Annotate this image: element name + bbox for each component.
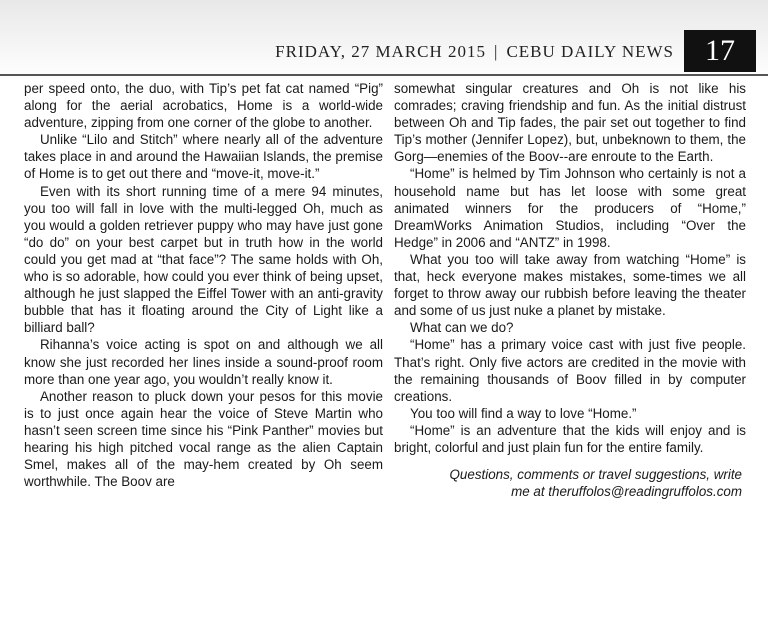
article-column-left xyxy=(24,80,383,490)
header-rule xyxy=(0,74,768,76)
paragraph: Even with its short running time of a mere 94 minutes, you too will fall in love with the multi-legged Oh, much as you would a golden retriever puppy who may have just gone “do do” on your best carpet but in truth how in the world could you get mad at “that face”? The same holds with Oh, who is so adorable, how could you ever think of being upset, although he just slapped the Eiffel Tower with an anti-gravity bubble that has it floating around the City of Light like a billiard ball? xyxy=(24,183,383,336)
paragraph: Rihanna’s voice acting is spot on and although we all know she just recorded her lines inside a sound-proof room more than one year ago, you wouldn’t really know it. xyxy=(24,337,383,387)
signoff-line-2: me at theruffolos@readingruffolos.com xyxy=(511,484,742,500)
article-column-right xyxy=(394,80,746,500)
paragraph: What can we do? xyxy=(410,320,514,336)
paragraph: What you too will take away from watching “Home” is that, heck everyone makes mistakes, some-times we all forget to throw away our rubbish before leaving the theater and some of us just nuke a planet by mistake. xyxy=(394,251,746,319)
masthead-text xyxy=(275,42,674,62)
paragraph: somewhat singular creatures and Oh is not like his comrades; craving friendship and fun. As the initial distrust between Oh and Tip fades, the pair set out together to find Tip’s mother (Jennifer Lopez), but, unbeknown to them, the Gorg—enemies of the Boov--are enroute to the Earth. xyxy=(394,81,746,165)
paragraph: Unlike “Lilo and Stitch” where nearly all of the adventure takes place in and around the Hawaiian Islands, the premise of Home is to get out there and “move-it, move-it.” xyxy=(24,132,383,182)
paragraph: “Home” is helmed by Tim Johnson who certainly is not a household name but has let loose with some great animated winners for the producers of “Home,” DreamWorks Animation Studios, including “Over the Hedge” in 2006 and “ANTZ” in 1998. xyxy=(394,166,746,250)
masthead-separator: | xyxy=(494,42,499,61)
signoff-line-1: Questions, comments or travel suggestions, write xyxy=(449,467,742,483)
paragraph: “Home” has a primary voice cast with just five people. That’s right. Only five actors are credited in the movie with the remaining thousands of Boov filled in by computer creations. xyxy=(394,337,746,404)
paragraph: You too will find a way to love “Home.” xyxy=(410,405,637,421)
paragraph: “Home” is an adventure that the kids will enjoy and is bright, colorful and just plain fun for the entire family. xyxy=(394,422,746,455)
paragraph: Another reason to pluck down your pesos for this movie is to just once again hear the voice of Steve Martin who hasn’t seen screen time since his “Pink Panther” movies but hearing his high pitched vocal range as the alien Captain Smel, makes all of the may-hem created by Oh seem worthwhile. The Boov are xyxy=(24,388,383,490)
masthead xyxy=(0,30,768,72)
page-number: 17 xyxy=(684,30,756,72)
newspaper-name: CEBU DAILY NEWS xyxy=(506,42,674,61)
paragraph: per speed onto, the duo, with Tip’s pet fat cat named “Pig” along for the aerial acrobatics, Home is a world-wide adventure, zipping from one corner of the globe to another. xyxy=(24,81,383,131)
author-signoff xyxy=(394,466,746,500)
issue-date: FRIDAY, 27 MARCH 2015 xyxy=(275,42,487,61)
